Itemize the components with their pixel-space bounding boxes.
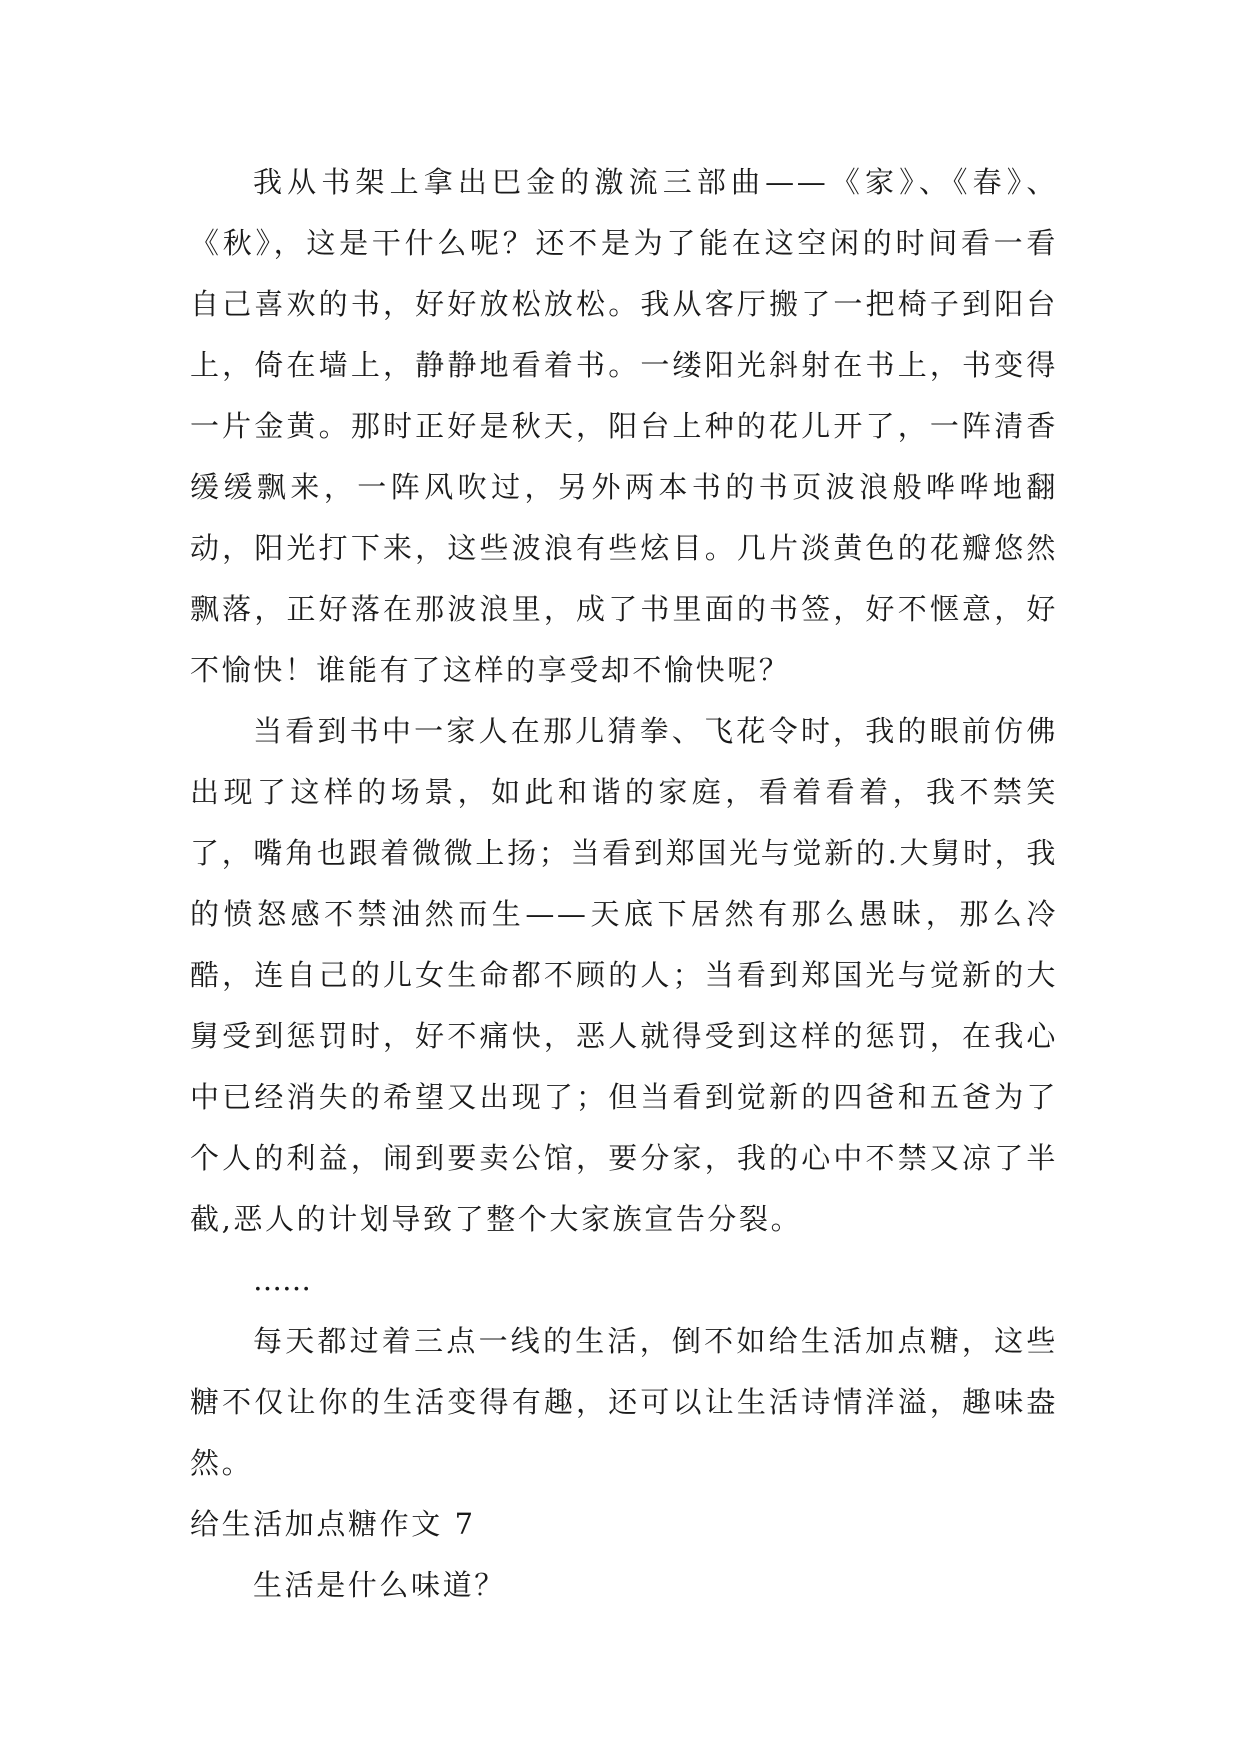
paragraph-book-reflection: 当看到书中一家人在那儿猜拳、飞花令时，我的眼前仿佛出现了这样的场景，如此和谐的家庭，看着看着，我不禁笑了，嘴角也跟着微微上扬；当看到郑国光与觉新的.大舅时，我的愤怒感不禁油然而生——天底下居然有那么愚昧，那么冷酷，连自己的儿女生命都不顾的人；当看到郑国光与觉新的大舅受到惩罚时，好不痛快，恶人就得受到这样的惩罚，在我心中已经消失的希望又出现了；但当看到觉新的四爸和五爸为了个人的利益，闹到要卖公馆，要分家，我的心中不禁又凉了半截,恶人的计划导致了整个大家族宣告分裂。 <box>190 714 1058 1236</box>
document-body <box>190 152 1058 1616</box>
paragraph-reading-scene: 我从书架上拿出巴金的激流三部曲——《家》、《春》、《秋》，这是干什么呢？还不是为了能在这空闲的时间看一看自己喜欢的书，好好放松放松。我从客厅搬了一把椅子到阳台上，倚在墙上，静静地看着书。一缕阳光斜射在书上，书变得一片金黄。那时正好是秋天，阳台上种的花儿开了，一阵清香缓缓飘来，一阵风吹过，另外两本书的书页波浪般哗哗地翻动，阳光打下来，这些波浪有些炫目。几片淡黄色的花瓣悠然飘落，正好落在那波浪里，成了书里面的书签，好不惬意，好不愉快！谁能有了这样的享受却不愉快呢？ <box>190 165 1058 687</box>
ellipsis-line: …… <box>253 1263 311 1297</box>
essay-heading: 给生活加点糖作文 7 <box>190 1507 476 1541</box>
paragraph-conclusion: 每天都过着三点一线的生活，倒不如给生活加点糖，这些糖不仅让你的生活变得有趣，还可以让生活诗情洋溢，趣味盎然。 <box>190 1324 1058 1480</box>
paragraph-opening-question: 生活是什么味道？ <box>253 1568 506 1602</box>
